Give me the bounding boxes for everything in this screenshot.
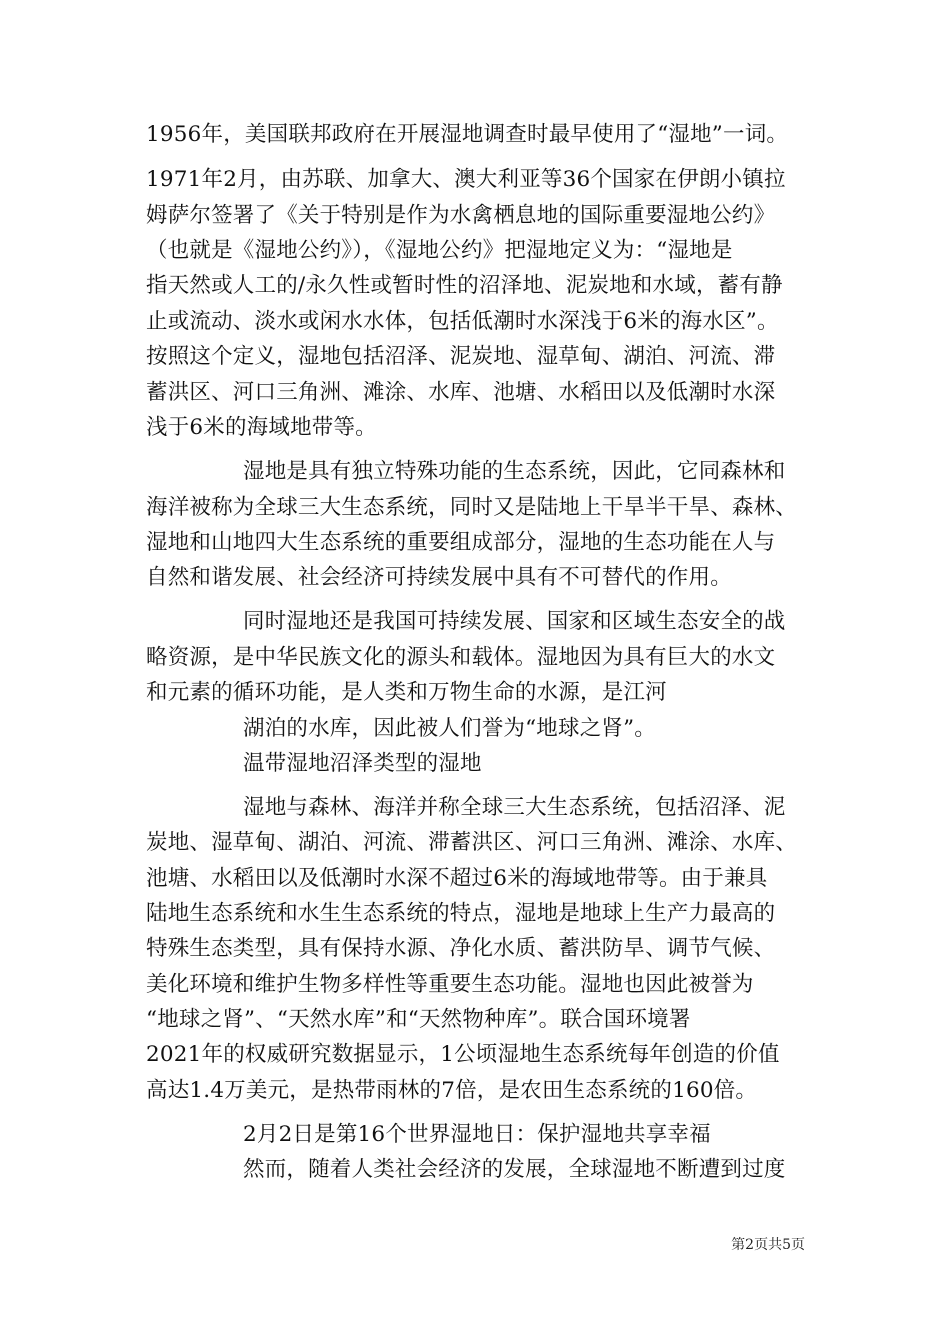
- text-line-10: 湿地是具有独立特殊功能的生态系统，因此，它同森林和: [243, 459, 786, 484]
- text-line-23: 特殊生态类型，具有保持水源、净化水质、蓄洪防旱、调节气候、: [146, 936, 776, 961]
- text-line-17: 湖泊的水库，因此被人们誉为“地球之肾”。: [243, 716, 656, 741]
- text-line-13: 自然和谐发展、社会经济可持续发展中具有不可替代的作用。: [146, 565, 732, 590]
- text-line-4: （也就是《湿地公约》），《湿地公约》把湿地定义为：“湿地是: [146, 238, 733, 263]
- page-number-footer: 第2页共5页: [731, 1237, 805, 1253]
- text-line-8: 蓄洪区、河口三角洲、滩涂、水库、池塘、水稻田以及低潮时水深: [146, 380, 776, 405]
- text-line-11: 海洋被称为全球三大生态系统，同时又是陆地上干旱半干旱、森林、: [146, 495, 798, 520]
- text-line-26: 2021年的权威研究数据显示，1公顷湿地生态系统每年创造的价值: [146, 1042, 780, 1067]
- text-line-21: 池塘、水稻田以及低潮时水深不超过6米的海域地带等。由于兼具: [146, 866, 768, 891]
- text-line-1: 1956年，美国联邦政府在开展湿地调查时最早使用了“湿地”一词。: [146, 122, 789, 147]
- text-line-7: 按照这个定义，湿地包括沼泽、泥炭地、湿草甸、湖泊、河流、滞: [146, 344, 776, 369]
- text-line-5: 指天然或人工的/永久性或暂时性的沼泽地、泥炭地和水域，蓄有静: [146, 273, 783, 298]
- text-line-2: 1971年2月，由苏联、加拿大、澳大利亚等36个国家在伊朗小镇拉: [146, 167, 786, 192]
- text-line-9: 浅于6米的海域地带等。: [146, 415, 377, 440]
- text-line-14: 同时湿地还是我国可持续发展、国家和区域生态安全的战: [243, 609, 786, 634]
- text-line-24: 美化环境和维护生物多样性等重要生态功能。湿地也因此被誉为: [146, 972, 754, 997]
- text-line-12: 湿地和山地四大生态系统的重要组成部分，湿地的生态功能在人与: [146, 530, 776, 555]
- text-line-27: 高达1.4万美元，是热带雨林的7倍，是农田生态系统的160倍。: [146, 1078, 758, 1103]
- text-line-18: 温带湿地沼泽类型的湿地: [243, 751, 482, 776]
- text-line-16: 和元素的循环功能，是人类和万物生命的水源，是江河: [146, 680, 667, 705]
- text-line-20: 炭地、湿草甸、湖泊、河流、滞蓄洪区、河口三角洲、滩涂、水库、: [146, 830, 798, 855]
- text-line-3: 姆萨尔签署了《关于特别是作为水禽栖息地的国际重要湿地公约》: [146, 203, 776, 228]
- text-line-22: 陆地生态系统和水生生态系统的特点，湿地是地球上生产力最高的: [146, 901, 776, 926]
- text-line-29: 然而，随着人类社会经济的发展，全球湿地不断遭到过度: [243, 1157, 786, 1182]
- text-line-28: 2月2日是第16个世界湿地日：保护湿地共享幸福: [243, 1122, 711, 1147]
- text-line-25: “地球之肾”、“天然水库”和“天然物种库”。联合国环境署: [146, 1007, 691, 1032]
- text-line-15: 略资源，是中华民族文化的源头和载体。湿地因为具有巨大的水文: [146, 645, 776, 670]
- text-line-6: 止或流动、淡水或闲水水体，包括低潮时水深浅于6米的海水区”。: [146, 309, 779, 334]
- text-line-19: 湿地与森林、海洋并称全球三大生态系统，包括沼泽、泥: [243, 795, 786, 820]
